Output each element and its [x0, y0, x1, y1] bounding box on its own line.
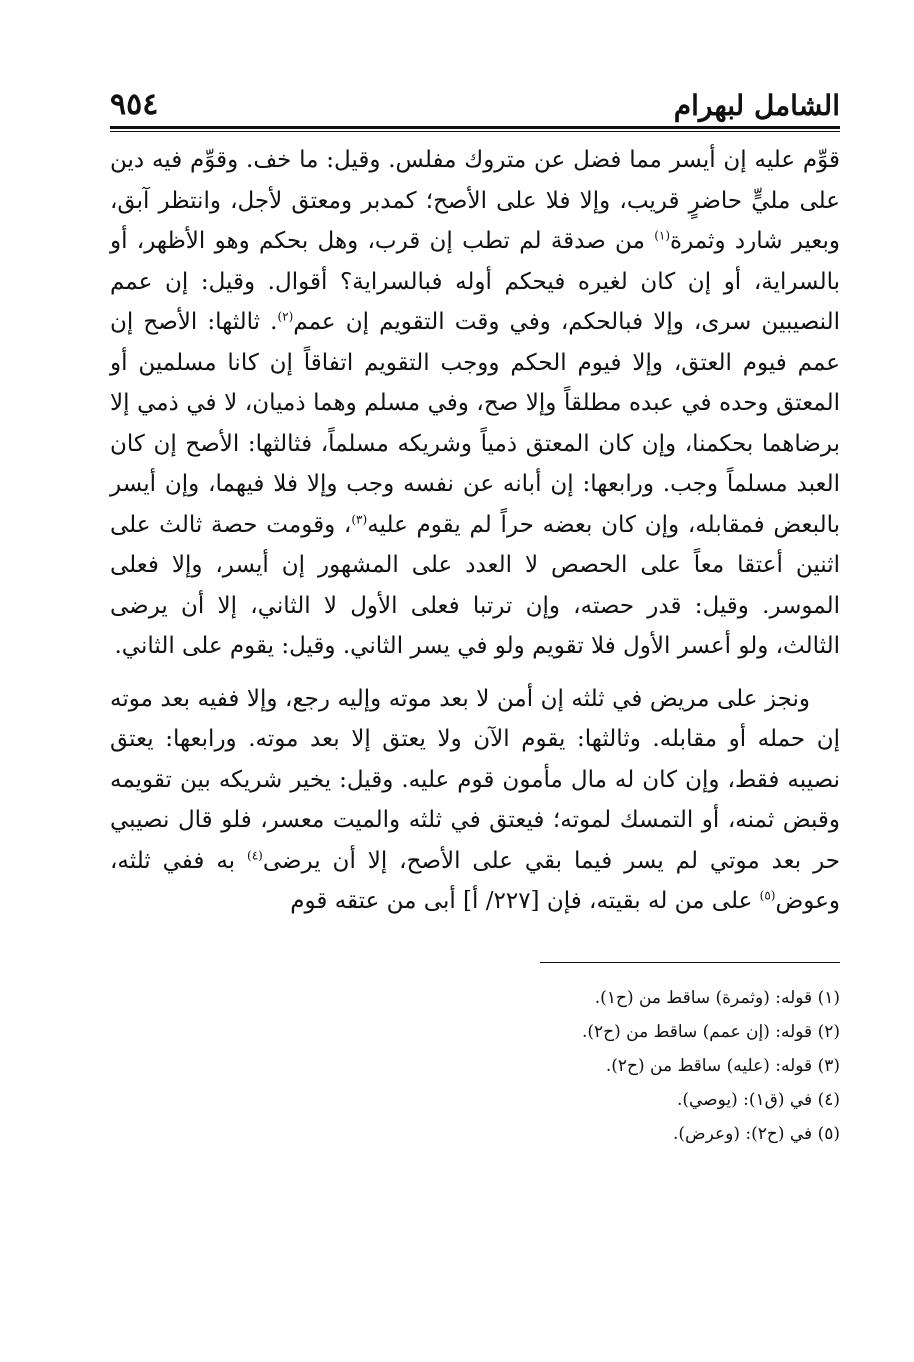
- footnote-ref-2: (٢): [277, 309, 294, 324]
- footnote-3: (٣) قوله: (عليه) ساقط من (ح٢).: [605, 1055, 840, 1076]
- footnote-ref-1: (١): [654, 228, 671, 243]
- main-text: [110, 140, 840, 922]
- text-run: . ثالثها: الأصح إن عمم فيوم العتق، وإلا فيوم الحكم ووجب التقويم اتفاقاً إن كانا مسلمين أو المعتق وحده في عبده مطلقاً وإلا صح، وفي مسلم وهما ذميان، لا في ذمي إلا برضاهما بحكمنا، وإن كان المعتق ذمياً وشريكه مسلماً، فثالثها: الأصح إن كان العبد مسلماً وجب. ورابعها: إن أبانه عن نفسه وجب وإلا فلا فيهما، وإن أيسر بالبعض فمقابله، وإن كان بعضه حراً لم يقوم عليه: [110, 309, 840, 538]
- footnote-ref-3: (٣): [351, 511, 368, 526]
- text-run: على من له بقيته، فإن [٢٢٧/ أ] أبى من عتقه قوم: [290, 888, 760, 914]
- footnote-ref-4: (٤): [247, 847, 263, 862]
- footnote-5: (٥) في (ح٢): (وعرض).: [673, 1123, 840, 1144]
- paragraph-2: [110, 679, 840, 922]
- page-number: ٩٥٤: [110, 87, 159, 122]
- text-run: قوِّم عليه إن أيسر مما فضل عن متروك مفلس. وقيل: ما خف. وقوِّم فيه دين على مليٍّ حاضرٍ قريب، وإلا فلا على الأصح؛ كمدبر ومعتق لأجل، وانتظر آبق، وبعير شارد وثمرة: [110, 147, 840, 254]
- footnote-4: (٤) في (ق١): (يوصي).: [676, 1089, 840, 1110]
- page-header: [110, 70, 840, 120]
- text-run: ونجز على مريض في ثلثه إن أمن لا بعد موته وإليه رجع، وإلا ففيه بعد موته إن حمله أو مقابله. وثالثها: يقوم الآن ولا يعتق إلا بعد موته. ورابعها: يعتق نصيبه فقط، وإن كان له مال مأمون قوم عليه. وقيل: يخير شريكه بين تقويمه وقبض ثمنه، أو التمسك لموته؛ فيعتق في ثلثه والميت معسر، فلو قال نصيبي حر بعد موتي لم يسر فيما بقي على الأصح، إلا أن يرضى: [110, 685, 840, 874]
- text-run: من صدقة لم تطب إن قرب، وهل بحكم وهو الأظهر، أو بالسراية، أو إن كان لغيره فيحكم أوله فبالسراية؟ أقوال. وقيل: إن عمم النصيبين سرى، وإلا فبالحكم، وفي وقت التقويم إن عمم: [110, 228, 840, 335]
- header-rule-thin: [110, 131, 840, 132]
- footnotes: [110, 981, 840, 1151]
- footnote-1: (١) قوله: (وثمرة) ساقط من (ح١).: [594, 987, 840, 1008]
- footnote-divider: [540, 962, 840, 963]
- paragraph-1: [110, 140, 840, 667]
- footnote-ref-5: (٥): [759, 888, 776, 903]
- running-title: الشامل لبهرام: [673, 89, 840, 122]
- page: [110, 70, 840, 1151]
- footnote-2: (٢) قوله: (إن عمم) ساقط من (ح٢).: [581, 1021, 840, 1042]
- text-run: به ففي ثلثه، وعوض: [110, 847, 840, 914]
- text-run: ، وقومت حصة ثالث على اثنين أعتقا معاً على الحصص لا العدد على المشهور إن أيسر، وإلا فعلى الموسر. وقيل: قدر حصته، وإن ترتبا فعلى الأول لا الثاني، إلا أن يرضى الثالث، ولو أعسر الأول فلا تقويم ولو في يسر الثاني. وقيل: يقوم على الثاني.: [110, 511, 840, 659]
- header-rule-thick: [110, 126, 840, 129]
